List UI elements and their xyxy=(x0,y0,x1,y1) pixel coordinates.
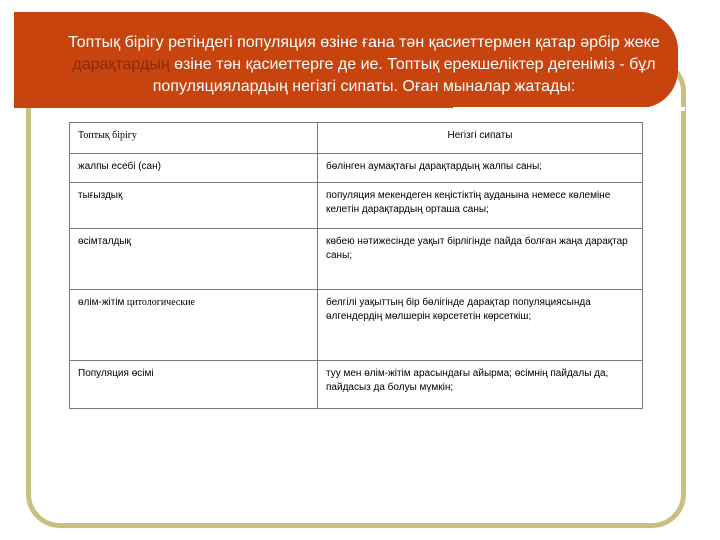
table-row xyxy=(70,361,643,409)
row-description: бөлінген аумақтағы дарақтардың жалпы саны; xyxy=(318,154,643,183)
row-name: Популяция өсімі xyxy=(70,361,318,409)
title-text-start: Топтық бірігу ретіндегі популяция өзіне ғана тән қасиеттермен қатар әрбір жеке xyxy=(68,34,660,51)
table-row xyxy=(70,183,643,229)
row-description: туу мен өлім-жітім арасындағы айырма; өсімнің пайдалы да, пайдасыз да болуы мүмкін; xyxy=(318,361,643,409)
row-name: өлім-жітім xyxy=(78,297,125,308)
header-group: Топтық бірігу xyxy=(70,123,318,154)
row-name: жалпы есебі (сан) xyxy=(70,154,318,183)
row-name: өсімталдық xyxy=(70,229,318,290)
table-row xyxy=(70,290,643,361)
slide-title xyxy=(44,32,684,98)
row-name: тығыздық xyxy=(70,183,318,229)
title-text-end: өзіне тән қасиеттерге де ие. Топтық ерекшеліктер дегеніміз - бұл популяциялардың негізгі сипаты. Оған мыналар жатады: xyxy=(152,56,656,95)
title-banner xyxy=(14,12,678,108)
row-description: белгілі уақыттың бір бөлігінде дарақтар популяциясында өлгендердің мөлшерін көрсететін көрсеткіш; xyxy=(318,290,643,361)
row-name-suffix: цитологические xyxy=(124,297,195,308)
title-highlight-word: дарақтардың xyxy=(72,56,170,73)
table-row xyxy=(70,154,643,183)
title-accent-line xyxy=(453,107,685,111)
header-description: Негізгі сипаты xyxy=(318,123,643,154)
row-name-cell xyxy=(70,290,318,361)
row-description: популяция мекендеген кеңістіктің ауданына немесе көлеміне келетін дарақтардың орташа саны; xyxy=(318,183,643,229)
row-description: көбею нәтижесінде уақыт бірлігінде пайда болған жаңа дарақтар саны; xyxy=(318,229,643,290)
table-row xyxy=(70,229,643,290)
population-properties-table xyxy=(69,122,643,409)
table-header-row xyxy=(70,123,643,154)
